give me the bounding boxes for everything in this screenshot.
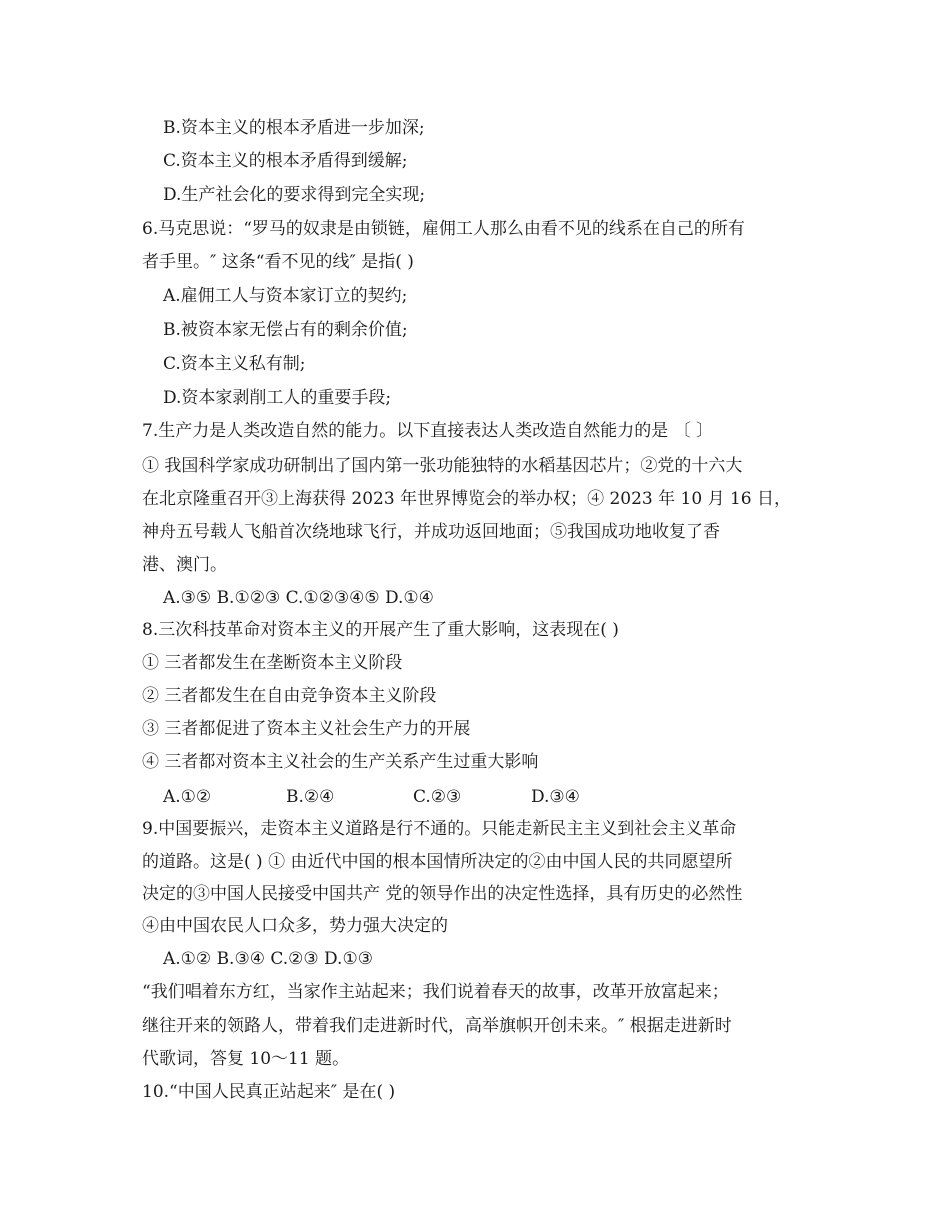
q8-options (163, 786, 843, 808)
q9-line-2: 的道路。这是( ) ① 由近代中国的根本国情所决定的②由中国人民的共同愿望所 (142, 852, 733, 872)
q8-item-3: ③ 三者都促进了资本主义社会生产力的开展 (142, 719, 471, 739)
q5-option-d: D.生产社会化的要求得到完全实现; (163, 185, 426, 205)
q9-line-1: 9.中国要振兴，走资本主义道路是行不通的。只能走新民主主义到社会主义革命 (142, 819, 737, 839)
q8-item-4: ④ 三者都对资本主义社会的生产关系产生过重大影响 (142, 752, 539, 772)
q7-item-line-4: 港、澳门。 (142, 555, 227, 575)
q6-stem-line-2: 者手里。″ 这条“看不见的线″ 是指( ) (142, 252, 414, 272)
q6-stem-line-1: 6.马克思说：“罗马的奴隶是由锁链，雇佣工人那么由看不见的线系在自己的所有 (142, 219, 745, 239)
q8-item-2: ② 三者都发生在自由竞争资本主义阶段 (142, 686, 437, 706)
q7-item-line-3: 神舟五号载人飞船首次绕地球飞行，并成功返回地面；⑤我国成功地收复了香 (142, 522, 720, 542)
q8-stem: 8.三次科技革命对资本主义的开展产生了重大影响，这表现在( ) (142, 620, 619, 640)
q8-option-c: C.②③ (413, 787, 462, 807)
q7-item-line-1: ① 我国科学家成功研制出了国内第一张功能独特的水稻基因芯片；②党的十六大 (142, 456, 743, 476)
q5-option-c: C.资本主义的根本矛盾得到缓解; (163, 151, 408, 171)
q8-option-a: A.①② (163, 787, 212, 807)
q6-option-c: C.资本主义私有制; (163, 354, 306, 374)
q7-options: A.③⑤ B.①②③ C.①②③④⑤ D.①④ (163, 588, 434, 608)
q5-option-b: B.资本主义的根本矛盾进一步加深; (163, 118, 425, 138)
q6-option-a: A.雇佣工人与资本家订立的契约; (163, 286, 408, 306)
q7-stem: 7.生产力是人类改造自然的能力。以下直接表达人类改造自然能力的是 〔 〕 (142, 421, 714, 441)
q8-option-b: B.②④ (286, 787, 335, 807)
passage-line-2: 继往开来的领路人，带着我们走进新时代，高举旗帜开创未来。″ 根据走进新时 (142, 1016, 732, 1036)
q9-line-3: 决定的③中国人民接受中国共产 党的领导作出的决定性选择，具有历史的必然性 (142, 884, 743, 904)
q6-option-d: D.资本家剥削工人的重要手段; (163, 388, 392, 408)
q6-option-b: B.被资本家无偿占有的剩余价值; (163, 320, 408, 340)
q8-item-1: ① 三者都发生在垄断资本主义阶段 (142, 653, 403, 673)
q9-options: A.①② B.③④ C.②③ D.①③ (163, 949, 373, 969)
q10-stem: 10.“中国人民真正站起来″ 是在( ) (142, 1082, 396, 1102)
passage-line-1: “我们唱着东方红，当家作主站起来；我们说着春天的故事，改革开放富起来； (142, 982, 729, 1002)
q9-line-4: ④由中国农民人口众多，势力强大决定的 (142, 916, 448, 936)
q8-option-d: D.③④ (531, 787, 580, 807)
q7-item-line-2: 在北京隆重召开③上海获得 2023 年世界博览会的举办权；④ 2023 年 10 月 16 日， (142, 489, 792, 509)
passage-line-3: 代歌词，答复 10～11 题。 (142, 1049, 350, 1069)
